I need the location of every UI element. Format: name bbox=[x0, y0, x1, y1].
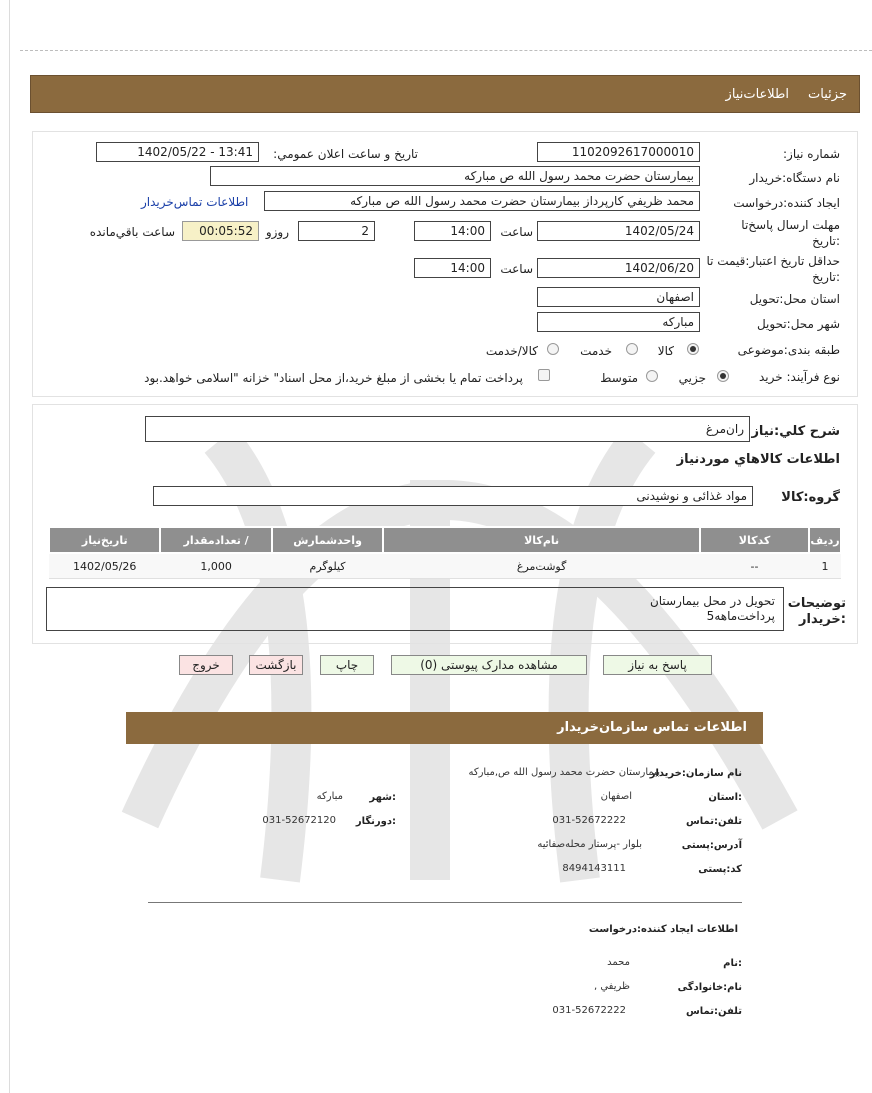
send-deadline-label: مهلت ارسال پاسخ‌تا :تاریخ bbox=[741, 218, 840, 248]
general-desc-label: شرح کلي:نیاز bbox=[751, 424, 840, 439]
need-number-label: شماره نیاز: bbox=[783, 147, 840, 161]
city-field: مبارکه bbox=[537, 312, 700, 332]
province-field: اصفهان bbox=[537, 287, 700, 307]
contact-address-label: آدرس:پستی bbox=[681, 840, 742, 851]
contact-phone-label: تلفن:تماس bbox=[685, 816, 742, 827]
contact-phone-value: 031-52672222 bbox=[552, 815, 626, 826]
city-label: شهر محل:تحویل bbox=[756, 317, 840, 331]
buyer-contact-header bbox=[126, 712, 763, 744]
process-partial-radio[interactable] bbox=[717, 370, 729, 382]
buyer-notes-box bbox=[46, 587, 784, 631]
col-quantity: / تعدادمقدار bbox=[160, 527, 271, 553]
buyer-notes-label: توضیحات :خریدار bbox=[787, 596, 846, 627]
tab-details[interactable]: جزئیات bbox=[808, 87, 847, 102]
contact-postal-label: کد:پستی bbox=[698, 864, 742, 875]
creator-family-label: نام:خانوادگی bbox=[677, 982, 742, 993]
treasury-payment-note: پرداخت تمام یا بخشی از مبلغ خرید،از محل اسناد" خزانه "اسلامی خواهد.بود bbox=[144, 371, 523, 385]
creator-phone-value: 031-52672222 bbox=[552, 1005, 626, 1016]
contact-address-value: بلوار -پرستار محله‌صفائیه bbox=[537, 839, 642, 850]
remaining-time-field: 00:05:52 bbox=[182, 221, 259, 241]
top-divider bbox=[20, 50, 872, 51]
general-desc-field: ران‌مرغ bbox=[145, 416, 750, 442]
creator-label: ایجاد کننده:درخواست bbox=[733, 196, 840, 210]
category-goods-label: کالا bbox=[657, 344, 674, 358]
goods-group-label: گروه:کالا bbox=[781, 490, 840, 505]
send-time-field: 14:00 bbox=[414, 221, 491, 241]
category-goods-service-radio[interactable] bbox=[547, 343, 559, 355]
announce-label: تاریخ و ساعت اعلان عمومي: bbox=[273, 147, 418, 161]
send-time-label: ساعت bbox=[500, 225, 533, 239]
contact-fax-value: 031-52672120 bbox=[262, 815, 336, 826]
validity-time-field: 14:00 bbox=[414, 258, 491, 278]
goods-group-field: مواد غذائی و نوشیدنی bbox=[153, 486, 753, 506]
province-label: استان محل:تحویل bbox=[749, 292, 840, 306]
creator-name-label: :نام bbox=[723, 958, 742, 969]
contact-province-value: اصفهان bbox=[600, 791, 632, 802]
col-unit: واحدشمارش bbox=[272, 527, 383, 553]
contact-postal-value: 8494143111 bbox=[562, 863, 626, 874]
process-partial-label: جزیي bbox=[678, 371, 706, 385]
buyer-notes-line-1: تحویل در محل بیمارستان bbox=[649, 594, 775, 608]
tab-need-info[interactable]: اطلاعات‌نیاز bbox=[725, 87, 789, 102]
creator-family-value: ظریفي , bbox=[593, 981, 630, 992]
category-service-label: خدمت bbox=[580, 344, 612, 358]
cell-row: 1 bbox=[809, 553, 841, 579]
contact-divider bbox=[148, 902, 742, 903]
process-medium-radio[interactable] bbox=[646, 370, 658, 382]
col-date: تاریخ‌نیاز bbox=[49, 527, 160, 553]
creator-info-title: اطلاعات ایجاد کننده:درخواست bbox=[588, 924, 738, 935]
treasury-payment-checkbox[interactable] bbox=[538, 369, 550, 381]
buyer-contact-title: اطلاعات تماس سازمان‌خریدار bbox=[557, 720, 747, 735]
buyer-device-field: بیمارستان حضرت محمد رسول الله ص مبارکه bbox=[210, 166, 700, 186]
cell-code: -- bbox=[700, 553, 809, 579]
table-row bbox=[49, 553, 841, 579]
goods-table-header bbox=[49, 527, 841, 553]
category-service-radio[interactable] bbox=[626, 343, 638, 355]
contact-city-label: :شهر bbox=[369, 792, 396, 803]
left-border bbox=[9, 0, 10, 1093]
announce-field: 1402/05/22 - 13:41 bbox=[96, 142, 259, 162]
print-button[interactable]: چاپ bbox=[320, 655, 374, 675]
validity-date-field: 1402/06/20 bbox=[537, 258, 700, 278]
creator-phone-label: تلفن:تماس bbox=[685, 1006, 742, 1017]
attachments-button[interactable]: مشاهده مدارک پیوستی (0) bbox=[391, 655, 587, 675]
contact-city-value: مبارکه bbox=[316, 791, 343, 802]
col-name: نام‌کالا bbox=[383, 527, 700, 553]
cell-unit: کیلوگرم bbox=[272, 553, 383, 579]
buyer-contact-link[interactable]: اطلاعات تماس‌خریدار bbox=[141, 195, 249, 209]
reply-button[interactable]: پاسخ به نیاز bbox=[603, 655, 712, 675]
creator-field: محمد ظریفي کارپرداز بیمارستان حضرت محمد رسول الله ص مبارکه bbox=[264, 191, 700, 211]
days-label: روزو bbox=[265, 225, 289, 239]
category-goods-service-label: کالا/خدمت bbox=[485, 344, 538, 358]
org-name-label: نام سازمان:خریدار bbox=[649, 768, 742, 779]
remaining-label: ساعت باقي‌مانده bbox=[89, 225, 175, 239]
col-row: ردیف bbox=[809, 527, 841, 553]
goods-table bbox=[48, 526, 842, 579]
buyer-notes-line-2: پرداخت‌ماهه5 bbox=[706, 609, 775, 623]
buyer-device-label: نام دستگاه:خریدار bbox=[749, 171, 840, 185]
cell-quantity: 1,000 bbox=[160, 553, 271, 579]
days-field: 2 bbox=[298, 221, 375, 241]
send-date-field: 1402/05/24 bbox=[537, 221, 700, 241]
exit-button[interactable]: خروج bbox=[179, 655, 233, 675]
cell-date: 1402/05/26 bbox=[49, 553, 160, 579]
col-code: کدکالا bbox=[700, 527, 809, 553]
contact-province-label: :استان bbox=[708, 792, 742, 803]
contact-fax-label: :دورنگار bbox=[355, 816, 396, 827]
category-label: طبقه بندی:موضوعی bbox=[737, 343, 840, 357]
header-bar bbox=[30, 75, 860, 113]
creator-name-value: محمد bbox=[607, 957, 630, 968]
goods-info-title: اطلاعات کالاهاي موردنیاز bbox=[676, 452, 840, 467]
back-button[interactable]: بازگشت bbox=[249, 655, 303, 675]
org-name-value: بیمارستان حضرت محمد رسول الله ص,مبارکه bbox=[468, 767, 660, 778]
need-number-field: 1102092617000010 bbox=[537, 142, 700, 162]
process-medium-label: متوسط bbox=[600, 371, 638, 385]
min-validity-label: حداقل تاریخ اعتبار:قیمت تا :تاریخ bbox=[706, 254, 840, 284]
category-goods-radio[interactable] bbox=[687, 343, 699, 355]
validity-time-label: ساعت bbox=[500, 262, 533, 276]
cell-name: گوشت‌مرغ bbox=[383, 553, 700, 579]
process-label: نوع فرآیند: خرید bbox=[759, 370, 840, 384]
